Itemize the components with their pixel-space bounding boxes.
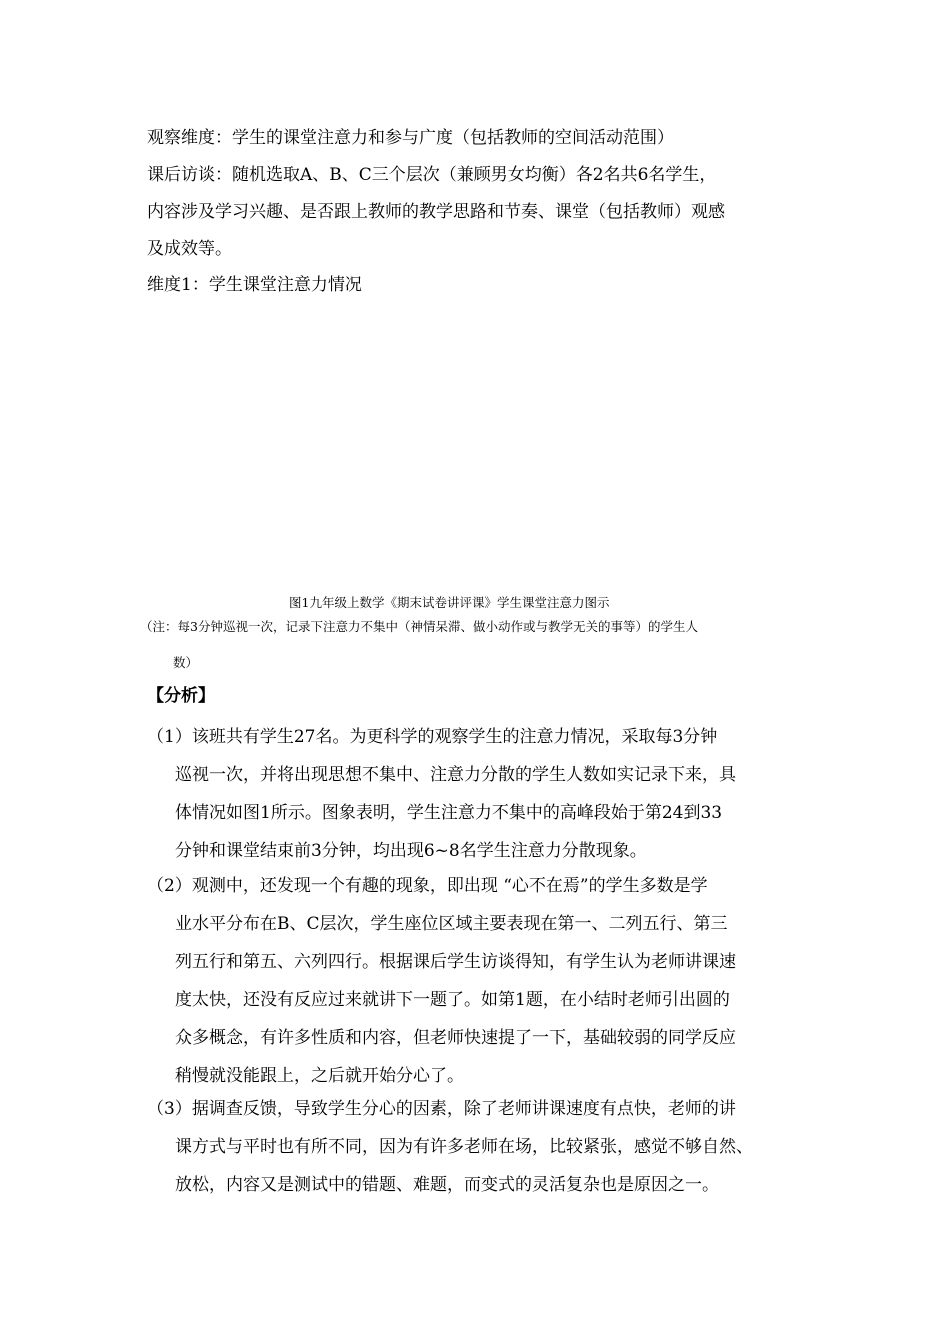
analysis-item-1-line: 体情况如图1所示。图象表明，学生注意力不集中的高峰段始于第24到33 [175, 803, 723, 823]
analysis-item-1-line: （1）该班共有学生27名。为更科学的观察学生的注意力情况，采取每3分钟 [147, 727, 718, 747]
analysis-item-2-line: 列五行和第五、六列四行。根据课后学生访谈得知，有学生认为老师讲课速 [175, 952, 736, 972]
analysis-heading: 【分析】 [147, 686, 215, 706]
analysis-item-1-line: 巡视一次，并将出现思想不集中、注意力分散的学生人数如实记录下来，具 [175, 765, 736, 785]
analysis-item-3 [147, 1090, 827, 1204]
analysis-item-1 [147, 718, 827, 870]
dimension-1-title: 维度1：学生课堂注意力情况 [147, 275, 362, 295]
analysis-item-3-line: 课方式与平时也有所不同，因为有许多老师在场，比较紧张，感觉不够自然、 [175, 1137, 753, 1157]
intro-interview-content-end: 及成效等。 [147, 239, 232, 259]
analysis-item-2 [147, 867, 827, 1095]
analysis-item-2-line: 稍慢就没能跟上，之后就开始分心了。 [175, 1066, 464, 1086]
intro-interview-content-line: 内容涉及学习兴趣、是否跟上教师的教学思路和节奏、课堂（包括教师）观感 [147, 202, 725, 222]
intro-interview-line: 课后访谈：随机选取A、B、C三个层次（兼顾男女均衡）各2名共6名学生， [147, 165, 717, 185]
analysis-item-2-line: （2）观测中，还发现一个有趣的现象，即出现 “心不在焉”的学生多数是学 [147, 876, 708, 896]
analysis-item-2-line: 度太快，还没有反应过来就讲下一题了。如第1题，在小结时老师引出圆的 [175, 990, 730, 1010]
figure-note: （注：每3分钟巡视一次，记录下注意力不集中（神情呆滞、做小动作或与教学无关的事等）的学生人 [140, 619, 698, 634]
intro-observation-dimension: 观察维度：学生的课堂注意力和参与广度（包括教师的空间活动范围） [147, 128, 674, 148]
figure-caption: 图1九年级上数学《期末试卷讲评课》学生课堂注意力图示 [289, 595, 610, 610]
analysis-item-1-line: 分钟和课堂结束前3分钟，均出现6~8名学生注意力分散现象。 [175, 841, 647, 861]
figure-placeholder [147, 310, 807, 580]
analysis-item-3-line: （3）据调查反馈，导致学生分心的因素，除了老师讲课速度有点快，老师的讲 [147, 1099, 736, 1119]
analysis-item-2-line: 业水平分布在B、C层次，学生座位区域主要表现在第一、二列五行、第三 [175, 914, 728, 934]
analysis-item-3-line: 放松，内容又是测试中的错题、难题，而变式的灵活复杂也是原因之一。 [175, 1175, 719, 1195]
figure-note-end: 数） [173, 655, 199, 670]
analysis-item-2-line: 众多概念，有许多性质和内容，但老师快速提了一下，基础较弱的同学反应 [175, 1028, 736, 1048]
